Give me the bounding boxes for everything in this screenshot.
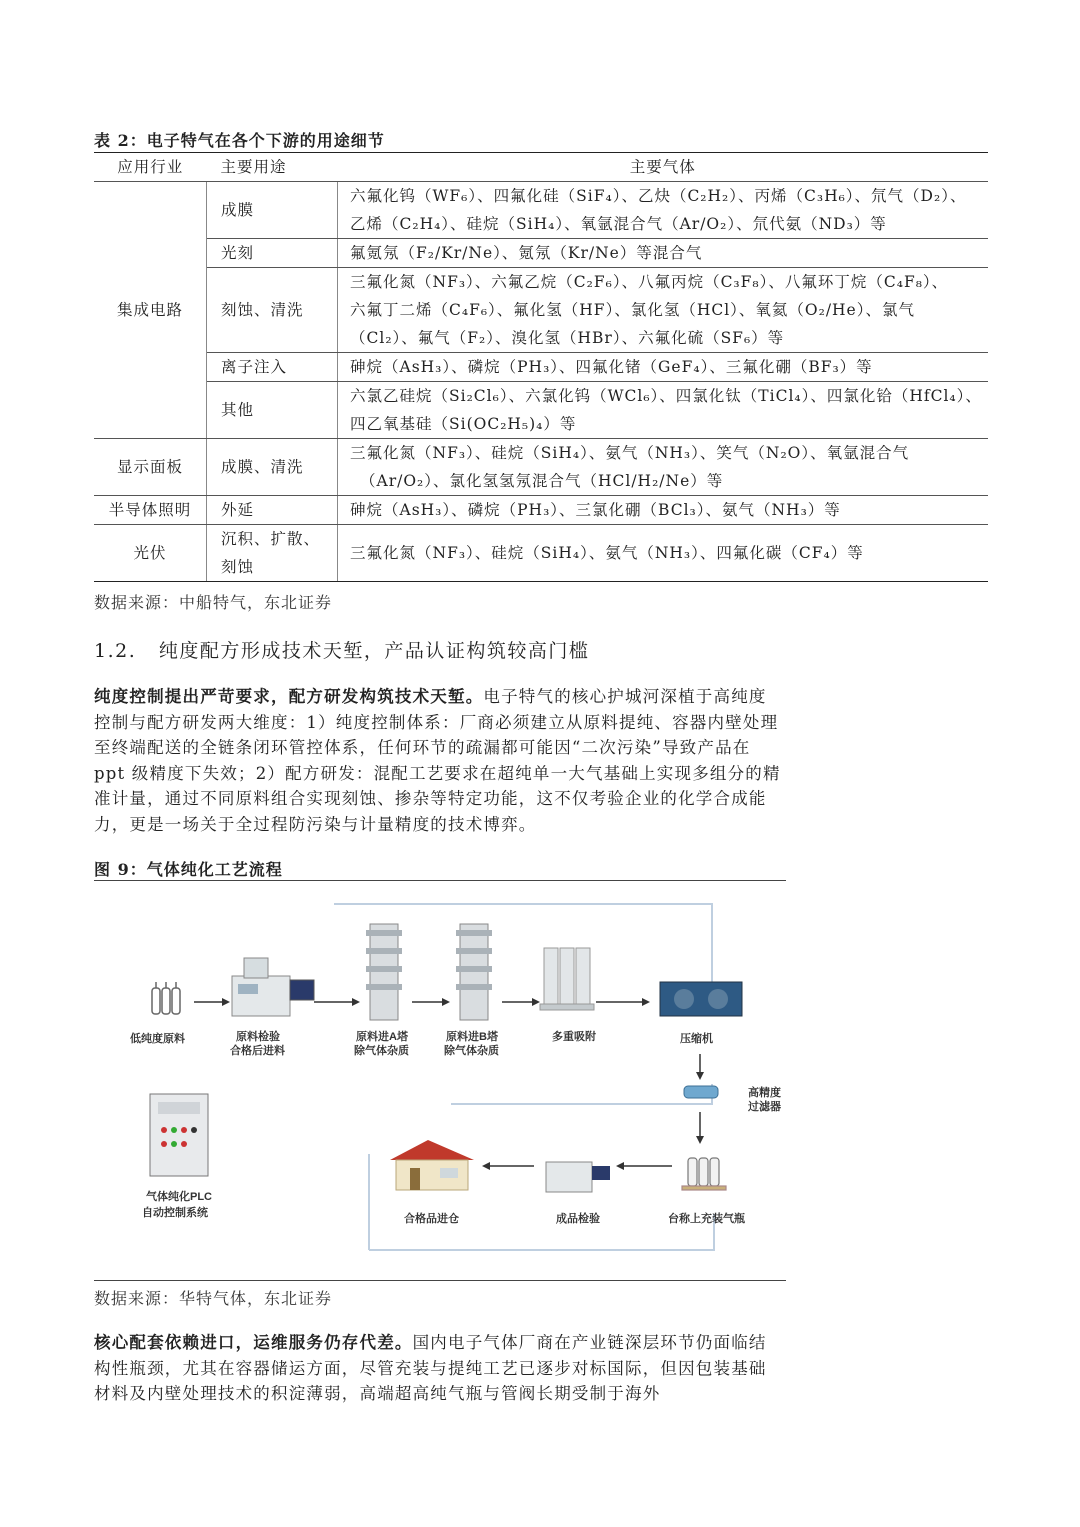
gas-line: 乙烯（C₂H₄）、硅烷（SiH₄）、氧氩混合气（Ar/O₂）、氘代氨（ND₃）等 <box>350 215 887 233</box>
table-row <box>94 239 988 268</box>
label-inspect-2: 合格后进料 <box>230 1045 285 1057</box>
paragraph-lead: 核心配套依赖进口，运维服务仍存代差。 <box>94 1333 413 1352</box>
table-row <box>94 268 988 353</box>
industry-cell: 半导体照明 <box>94 496 207 525</box>
label-plc-2: 自动控制系统 <box>142 1207 208 1219</box>
table-row <box>94 496 988 525</box>
gas-cell <box>338 525 989 582</box>
paragraph-purity <box>94 684 784 837</box>
paragraph-lead: 纯度控制提出严苛要求，配方研发构筑技术天堑。 <box>94 687 484 706</box>
label-inspect-1: 原料检验 <box>236 1031 280 1043</box>
label-raw: 低纯度原料 <box>130 1033 185 1045</box>
gas-cell <box>338 239 989 268</box>
table-row <box>94 525 988 582</box>
label-tower-b-1: 原料进B塔 <box>446 1031 498 1043</box>
gas-cell <box>338 382 989 439</box>
figure-bottom-rule <box>94 1280 786 1281</box>
header-use: 主要用途 <box>207 153 338 182</box>
gas-line: 四乙氧基硅（Si(OC₂H₅)₄）等 <box>350 415 577 433</box>
arrow-heads <box>222 998 704 1170</box>
gas-line: 三氟化氮（NF₃）、六氟乙烷（C₂F₆）、八氟丙烷（C₃F₈）、八氟环丁烷（C₄F₈）、 <box>350 273 949 291</box>
inspection-instrument-icon <box>232 958 314 1016</box>
gas-line: （Ar/O₂）、氯化氢氢氖混合气（HCl/H₂/Ne）等 <box>360 472 724 490</box>
label-compressor: 压缩机 <box>680 1033 713 1045</box>
table-row <box>94 439 988 496</box>
table-row <box>94 382 988 439</box>
gas-line: 三氟化氮（NF₃）、硅烷（SiH₄）、氨气（NH₃）、笑气（N₂O）、氧氩混合气 <box>350 444 910 462</box>
gas-line: 六氟化钨（WF₆）、四氟化硅（SiF₄）、乙炔（C₂H₂）、丙烯（C₃H₆）、氘气（D₂）、 <box>350 187 967 205</box>
paragraph-import <box>94 1330 784 1407</box>
use-cell: 成膜 <box>207 182 338 239</box>
figure-caption: 图 9：气体纯化工艺流程 <box>94 860 283 879</box>
warehouse-icon <box>390 1140 474 1190</box>
label-tower-a-1: 原料进A塔 <box>356 1031 408 1043</box>
gas-cell <box>338 439 989 496</box>
tower-b-icon <box>456 924 492 1020</box>
gas-cell <box>338 268 989 353</box>
gas-line: 六氟丁二烯（C₄F₆）、氟化氢（HF）、氯化氢（HCl）、氧氦（O₂/He）、氯气 <box>350 301 915 319</box>
label-warehouse: 合格品进仓 <box>404 1213 459 1225</box>
industry-cell: 显示面板 <box>94 439 207 496</box>
plc-cabinet-icon <box>150 1094 208 1176</box>
use-cell: 外延 <box>207 496 338 525</box>
industry-cell: 光伏 <box>94 525 207 582</box>
compressor-icon <box>660 982 742 1016</box>
gas-cell <box>338 353 989 382</box>
gas-cylinders-icon <box>152 982 180 1014</box>
gas-cell <box>338 182 989 239</box>
figure-top-rule <box>94 880 786 881</box>
gas-line: 砷烷（AsH₃）、磷烷（PH₃）、三氯化硼（BCl₃）、氨气（NH₃）等 <box>350 501 841 519</box>
paragraph-text: 电子特气的核心护城河深植于高纯度控制与配方研发两大维度：1）纯度控制体系：厂商必须建立从原料提纯、容器内壁处理至终端配送的全链条闭环管控体系，任何环节的疏漏都可能因“二次污染”导致产品在 ppt 级精度下失效；2）配方研发：混配工艺要求在超纯单一大气基础上实现多组分的精准计量，通过不同原料组合实现刻蚀、掺杂等特定功能，这不仅考验企业的化学合成能力，更是一场关于全过程防污染与计量精度的技术博弈。 <box>94 687 781 834</box>
gas-line: 砷烷（AsH₃）、磷烷（PH₃）、四氟化锗（GeF₄）、三氟化硼（BF₃）等 <box>350 358 873 376</box>
section-title: 1.2. 纯度配方形成技术天堑，产品认证构筑较高门槛 <box>94 640 590 662</box>
label-filter-1: 高精度 <box>748 1087 781 1099</box>
use-cell: 沉积、扩散、刻蚀 <box>207 525 338 582</box>
table-row <box>94 182 988 239</box>
filling-cylinders-icon <box>682 1158 726 1190</box>
table-row <box>94 353 988 382</box>
use-cell: 其他 <box>207 382 338 439</box>
use-cell: 成膜、清洗 <box>207 439 338 496</box>
use-cell: 离子注入 <box>207 353 338 382</box>
gas-cell <box>338 496 989 525</box>
gas-usage-table <box>94 152 988 582</box>
tower-a-icon <box>366 924 402 1020</box>
flow-arrows <box>194 1002 700 1166</box>
figure-source: 数据来源：华特气体，东北证券 <box>94 1289 333 1308</box>
label-final-check: 成品检验 <box>556 1213 600 1225</box>
header-gas: 主要气体 <box>338 153 989 182</box>
label-fill: 台称上充装气瓶 <box>668 1213 745 1225</box>
label-adsorb: 多重吸附 <box>552 1031 596 1043</box>
use-cell: 刻蚀、清洗 <box>207 268 338 353</box>
use-cell: 光刻 <box>207 239 338 268</box>
table-caption: 表 2：电子特气在各个下游的用途细节 <box>94 131 385 150</box>
paragraph-text: 国内电子气体厂商在产业链深层环节仍面临结构性瓶颈，尤其在容器储运方面，尽管充装与提纯工艺已逐步对标国际，但因包装基础材料及内壁处理技术的积淀薄弱，高端超高纯气瓶与管阀长期受制于海外 <box>94 1333 767 1403</box>
industry-cell: 集成电路 <box>94 182 207 439</box>
final-inspection-icon <box>546 1162 610 1192</box>
table-header-row <box>94 153 988 182</box>
label-filter-2: 过滤器 <box>748 1101 781 1113</box>
label-tower-b-2: 除气体杂质 <box>444 1045 499 1057</box>
purification-flow-diagram <box>94 884 794 1278</box>
gas-line: 六氯乙硅烷（Si₂Cl₆）、六氯化钨（WCl₆）、四氯化钛（TiCl₄）、四氯化铪（HfCl₄）、 <box>350 387 982 405</box>
label-tower-a-2: 除气体杂质 <box>354 1045 409 1057</box>
gas-line: 氟氪氖（F₂/Kr/Ne）、氪氖（Kr/Ne）等混合气 <box>350 244 703 262</box>
header-industry: 应用行业 <box>94 153 207 182</box>
adsorption-unit-icon <box>540 948 594 1010</box>
label-plc-1: 气体纯化PLC <box>146 1191 212 1203</box>
table-source: 数据来源：中船特气，东北证券 <box>94 593 333 612</box>
filter-icon <box>684 1086 718 1098</box>
gas-line: 三氟化氮（NF₃）、硅烷（SiH₄）、氨气（NH₃）、四氟化碳（CF₄）等 <box>350 544 864 562</box>
gas-line: （Cl₂）、氟气（F₂）、溴化氢（HBr）、六氟化硫（SF₆）等 <box>350 329 785 347</box>
